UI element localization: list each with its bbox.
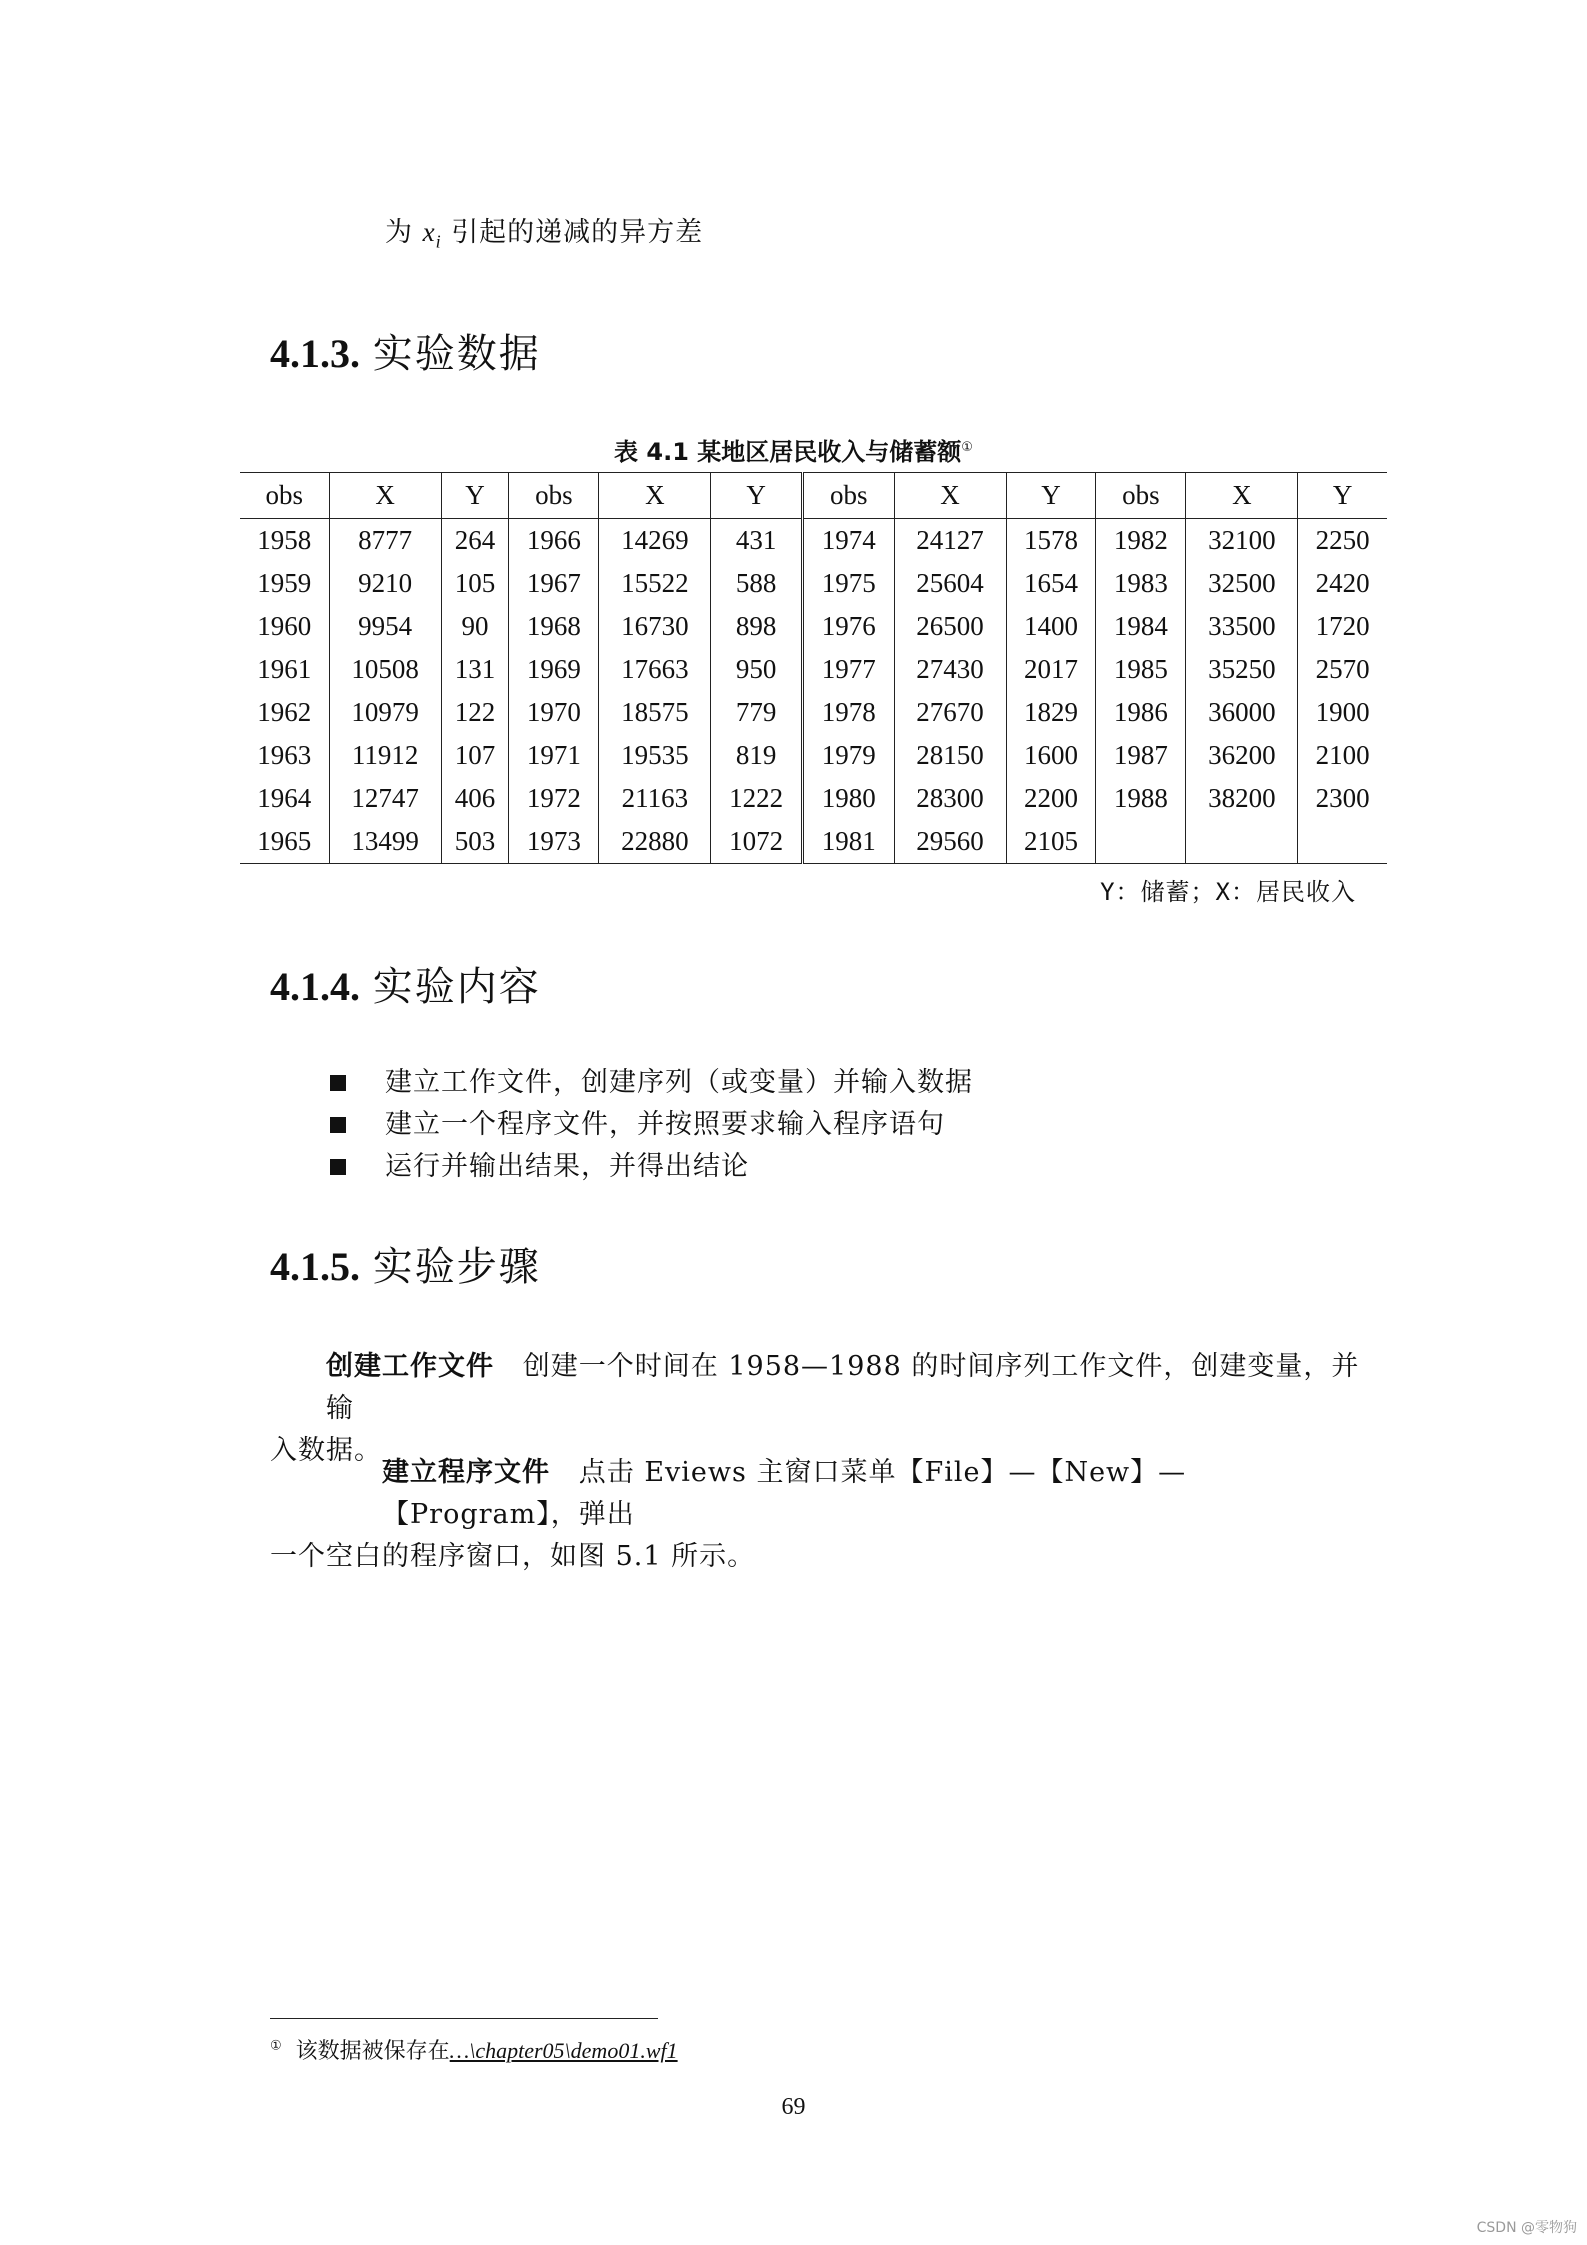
table-cell: 2100: [1298, 734, 1387, 777]
table-cell: 131: [441, 648, 509, 691]
table-cell: 25604: [894, 562, 1006, 605]
table-cell: 1963: [257, 740, 312, 770]
header-cell: obs: [802, 473, 894, 519]
list-item-text: 建立工作文件，创建序列（或变量）并输入数据: [385, 1067, 973, 1098]
intro-variable: x: [422, 217, 436, 247]
table-cell: 36200: [1186, 734, 1298, 777]
step-label: 建立程序文件: [382, 1457, 550, 1488]
table-cell: 15522: [599, 562, 711, 605]
section-number: 4.1.3.: [270, 331, 360, 376]
table-cell: 21163: [599, 777, 711, 820]
table-cell: 29560: [894, 820, 1006, 864]
list-item: [330, 1062, 973, 1104]
table-cell: 1964: [257, 783, 312, 813]
table-cell: 1985: [1096, 648, 1186, 691]
table-cell: 32500: [1186, 562, 1298, 605]
bullet-square-icon: [330, 1159, 346, 1175]
section-title: 实验数据: [372, 331, 541, 377]
table-cell: 2570: [1298, 648, 1387, 691]
table-cell: 1988: [1096, 777, 1186, 820]
section-title: 实验步骤: [372, 1244, 541, 1290]
table-cell: 1720: [1298, 605, 1387, 648]
header-cell: obs: [1096, 473, 1186, 519]
section-title: 实验内容: [372, 964, 541, 1010]
table-cell: 1400: [1006, 605, 1096, 648]
table-cell: 35250: [1186, 648, 1298, 691]
table-cell: 1969: [509, 648, 599, 691]
header-cell: Y: [1006, 473, 1096, 519]
table-cell: 1966: [509, 519, 599, 563]
table-cell: 19535: [599, 734, 711, 777]
table-cell: 1986: [1096, 691, 1186, 734]
table-cell: 2420: [1298, 562, 1387, 605]
intro-subscript: i: [435, 231, 442, 252]
table-cell: 1967: [509, 562, 599, 605]
step-paragraph-program: [270, 1452, 1360, 1578]
table-cell: 1980: [802, 777, 894, 820]
paragraph-line: [270, 1346, 1360, 1430]
table-cell: 1654: [1006, 562, 1096, 605]
table-cell: [1186, 820, 1298, 864]
table-cell: 779: [711, 691, 803, 734]
table-cell: 1829: [1006, 691, 1096, 734]
table-cell: 1979: [802, 734, 894, 777]
table-cell: 2200: [1006, 777, 1096, 820]
table-cell: 105: [441, 562, 509, 605]
table-row: [240, 519, 1387, 563]
section-number: 4.1.5.: [270, 1244, 360, 1289]
table-cell: 27430: [894, 648, 1006, 691]
section-heading-4-1-4: [270, 955, 541, 1012]
table-cell: 1970: [509, 691, 599, 734]
table-cell: 1965: [257, 826, 312, 856]
paragraph-line: 一个空白的程序窗口，如图 5.1 所示。: [270, 1541, 756, 1572]
table-cell: 33500: [1186, 605, 1298, 648]
footnote-path: …\chapter05\demo01.wf1: [449, 2038, 678, 2063]
table-cell: 9210: [329, 562, 441, 605]
table-row: [240, 648, 1387, 691]
header-cell: obs: [509, 473, 599, 519]
table-cell: 90: [441, 605, 509, 648]
table-cell: 18575: [599, 691, 711, 734]
table-cell: 503: [441, 820, 509, 864]
bullet-square-icon: [330, 1075, 346, 1091]
intro-prefix: 为: [385, 217, 413, 248]
table-cell: 1981: [802, 820, 894, 864]
table-cell: 1973: [509, 820, 599, 864]
table-cell: 38200: [1186, 777, 1298, 820]
table-cell: 588: [711, 562, 803, 605]
table-cell: 431: [711, 519, 803, 563]
header-cell: Y: [441, 473, 509, 519]
step-text: 点击 Eviews 主窗口菜单【File】—【New】—【Program】，弹出: [382, 1457, 1187, 1530]
table-row: [240, 734, 1387, 777]
footnote: [270, 2034, 678, 2065]
intro-suffix: 引起的递减的异方差: [451, 217, 704, 248]
experiment-content-list: [330, 1062, 973, 1188]
table-cell: 1961: [257, 654, 312, 684]
table-cell: 32100: [1186, 519, 1298, 563]
table-cell: 12747: [329, 777, 441, 820]
table-note: Y：储蓄；X：居民收入: [1100, 878, 1356, 906]
table-cell: 122: [441, 691, 509, 734]
header-cell: Y: [1298, 473, 1387, 519]
table-cell: 1072: [711, 820, 803, 864]
table-cell: 1900: [1298, 691, 1387, 734]
table-row: [240, 820, 1387, 864]
table-cell: 819: [711, 734, 803, 777]
table-cell: 1968: [509, 605, 599, 648]
step-label: 创建工作文件: [326, 1351, 494, 1382]
list-item: [330, 1104, 973, 1146]
table-cell: 28300: [894, 777, 1006, 820]
footnote-divider: [270, 2018, 658, 2019]
watermark: CSDN @零物狗: [1476, 2220, 1577, 2236]
page-number: 69: [781, 2094, 806, 2120]
section-number: 4.1.4.: [270, 964, 360, 1009]
bullet-square-icon: [330, 1117, 346, 1133]
table-cell: 1983: [1096, 562, 1186, 605]
step-text: 创建一个时间在 1958—1988 的时间序列工作文件，创建变量，并输: [326, 1351, 1360, 1424]
table-cell: 1976: [802, 605, 894, 648]
table-cell: 1962: [257, 697, 312, 727]
table-cell: 28150: [894, 734, 1006, 777]
table-cell: 1222: [711, 777, 803, 820]
table-cell: 17663: [599, 648, 711, 691]
table-caption-text: 表 4.1 某地区居民收入与储蓄额: [614, 438, 962, 466]
table-cell: 1971: [509, 734, 599, 777]
table-cell: 1975: [802, 562, 894, 605]
table-cell: 24127: [894, 519, 1006, 563]
table-row: [240, 562, 1387, 605]
table-cell: 1958: [257, 525, 312, 555]
table-row: [240, 691, 1387, 734]
list-item-text: 建立一个程序文件，并按照要求输入程序语句: [385, 1109, 945, 1140]
table-cell: 1982: [1096, 519, 1186, 563]
paragraph-line: [270, 1452, 1360, 1536]
list-item: [330, 1146, 973, 1188]
table-cell: 8777: [329, 519, 441, 563]
table-cell: 264: [441, 519, 509, 563]
table-cell: 2105: [1006, 820, 1096, 864]
table-cell: 1987: [1096, 734, 1186, 777]
table-cell: 9954: [329, 605, 441, 648]
table-cell: 406: [441, 777, 509, 820]
section-heading-4-1-5: [270, 1235, 541, 1292]
table-cell: 11912: [329, 734, 441, 777]
income-savings-table: [240, 472, 1387, 864]
table-cell: 1960: [257, 611, 312, 641]
table-cell: 2250: [1298, 519, 1387, 563]
header-cell: X: [894, 473, 1006, 519]
table-cell: 27670: [894, 691, 1006, 734]
intro-line: [385, 210, 703, 252]
footnote-mark: ①: [270, 2038, 282, 2054]
header-cell: obs: [240, 473, 329, 519]
table-cell: 26500: [894, 605, 1006, 648]
table-cell: 898: [711, 605, 803, 648]
table-cell: 1578: [1006, 519, 1096, 563]
table-cell: 1959: [257, 568, 312, 598]
paragraph-line: 入数据。: [270, 1435, 382, 1466]
table-cell: [1298, 820, 1387, 864]
table-cell: 1977: [802, 648, 894, 691]
table-cell: 950: [711, 648, 803, 691]
table-cell: 1984: [1096, 605, 1186, 648]
table-cell: 14269: [599, 519, 711, 563]
table-caption: [0, 432, 1587, 467]
table-cell: 2017: [1006, 648, 1096, 691]
header-cell: X: [329, 473, 441, 519]
section-heading-4-1-3: [270, 322, 541, 379]
table-cell: 107: [441, 734, 509, 777]
header-cell: X: [599, 473, 711, 519]
table-cell: 13499: [329, 820, 441, 864]
table-cell: 1972: [509, 777, 599, 820]
table-cell: 36000: [1186, 691, 1298, 734]
table-cell: [1096, 820, 1186, 864]
table-row: [240, 605, 1387, 648]
footnote-text: 该数据被保存在: [295, 2039, 450, 2064]
table-caption-footnote-mark: ①: [961, 440, 973, 455]
header-cell: Y: [711, 473, 803, 519]
table-cell: 16730: [599, 605, 711, 648]
list-item-text: 运行并输出结果，并得出结论: [385, 1151, 749, 1182]
table-cell: 10979: [329, 691, 441, 734]
table-cell: 1978: [802, 691, 894, 734]
table-header-row: [240, 473, 1387, 519]
table-cell: 1600: [1006, 734, 1096, 777]
table-cell: 1974: [802, 519, 894, 563]
table-cell: 22880: [599, 820, 711, 864]
table-row: [240, 777, 1387, 820]
header-cell: X: [1186, 473, 1298, 519]
table-cell: 10508: [329, 648, 441, 691]
table-cell: 2300: [1298, 777, 1387, 820]
